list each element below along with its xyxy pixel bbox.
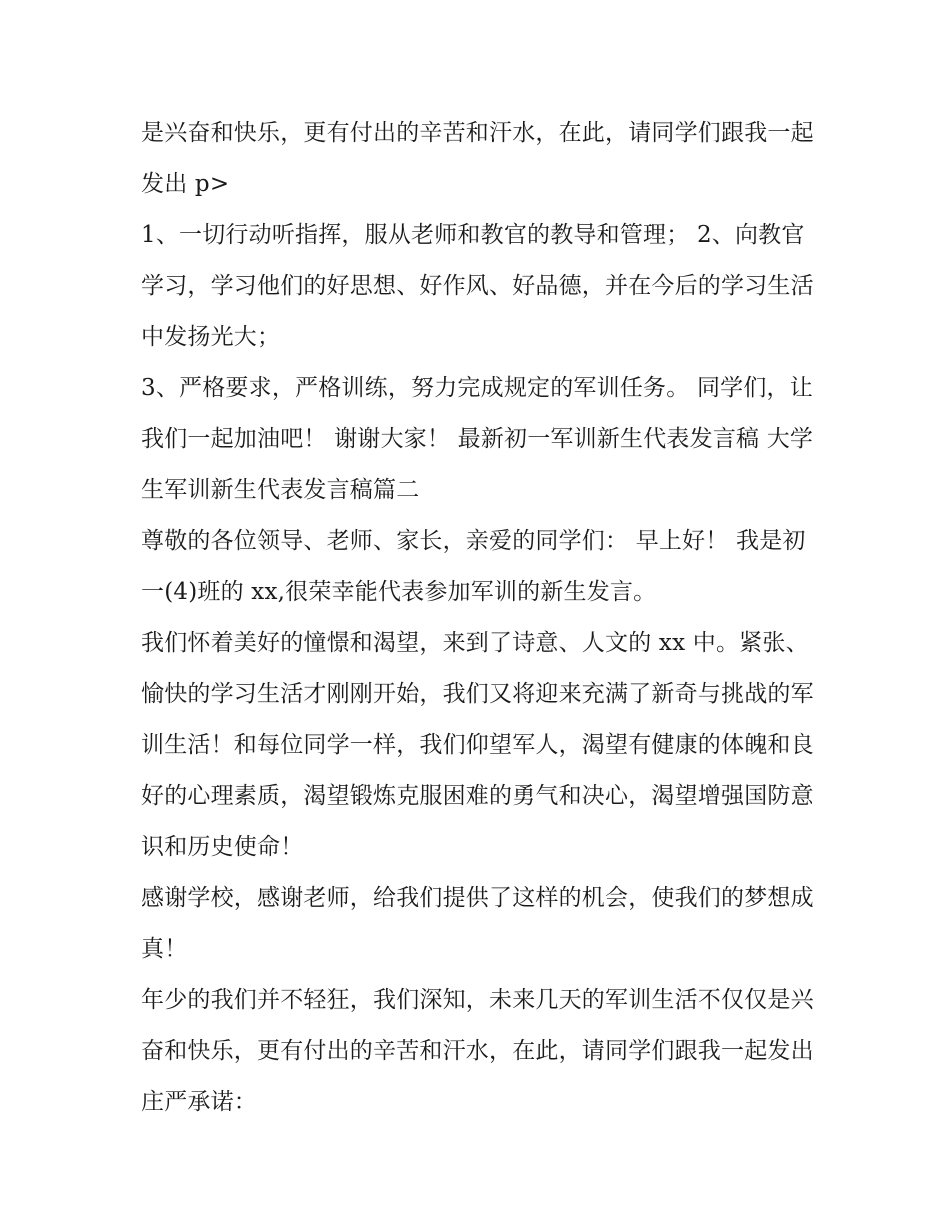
paragraph-7: 年少的我们并不轻狂，我们深知，未来几天的军训生活不仅仅是兴奋和快乐，更有付出的辛苦和汗水，在此，请同学们跟我一起发出庄严承诺： — [141, 987, 814, 1115]
paragraph-4: 尊敬的各位领导、老师、家长，亲爱的同学们： 早上好！ 我是初一(4)班的 xx,很荣幸能代表参加军训的新生发言。 — [141, 528, 806, 605]
paragraph-6: 感谢学校，感谢老师，给我们提供了这样的机会，使我们的梦想成真！ — [141, 885, 814, 962]
paragraph-1: 是兴奋和快乐，更有付出的辛苦和汗水，在此，请同学们跟我一起发出 p> — [141, 120, 814, 197]
document-body — [141, 108, 821, 1128]
paragraph-5: 我们怀着美好的憧憬和渴望，来到了诗意、人文的 xx 中。紧张、愉快的学习生活才刚刚开始，我们又将迎来充满了新奇与挑战的军训生活！和每位同学一样，我们仰望军人，渴望有健康的体魄和良好的心理素质，渴望锻炼克服困难的勇气和决心，渴望增强国防意识和历史使命！ — [141, 630, 814, 860]
paragraph-2: 1、一切行动听指挥，服从老师和教官的教导和管理； 2、向教官学习，学习他们的好思想、好作风、好品德，并在今后的学习生活中发扬光大； — [141, 222, 814, 350]
paragraph-3: 3、严格要求，严格训练，努力完成规定的军训任务。 同学们，让我们一起加油吧！ 谢谢大家！ 最新初一军训新生代表发言稿 大学生军训新生代表发言稿篇二 — [141, 375, 814, 503]
